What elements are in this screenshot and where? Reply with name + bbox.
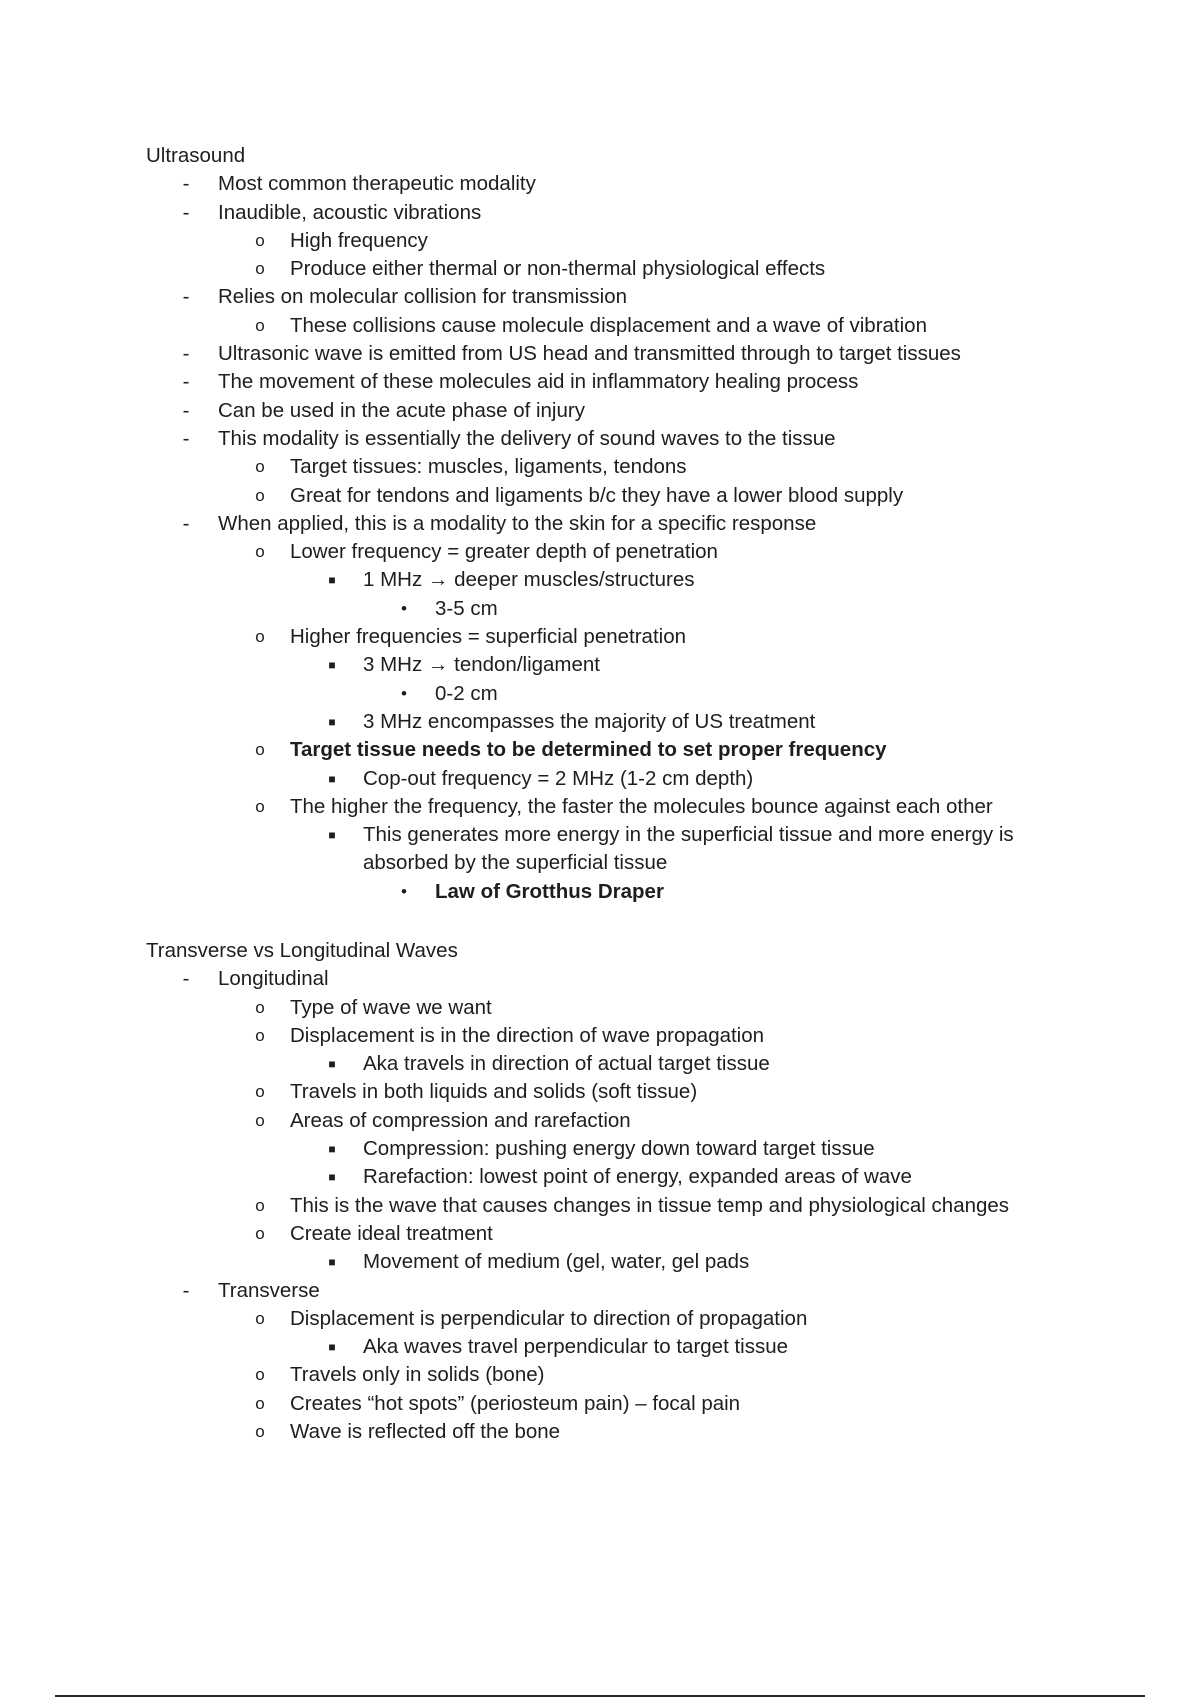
list-item <box>0 255 1200 283</box>
list-item <box>0 1333 1200 1361</box>
list-item-text: When applied, this is a modality to the skin for a specific response <box>218 511 817 535</box>
list-item-text: Displacement is in the direction of wave propagation <box>290 1023 765 1047</box>
list-item-text: This is the wave that causes changes in tissue temp and physiological changes <box>290 1193 1010 1217</box>
bullet-marker-level-3: ■ <box>328 771 336 786</box>
list-item <box>0 1390 1200 1418</box>
list-item <box>0 623 1200 651</box>
bullet-marker-level-2: o <box>255 1195 265 1215</box>
bullet-marker-level-1: - <box>182 172 190 196</box>
list-item-text: Target tissue needs to be determined to set proper frequency <box>290 738 887 762</box>
list-item-text: Produce either thermal or non-thermal physiological effects <box>290 257 826 281</box>
bullet-marker-level-1: - <box>182 200 190 224</box>
waves-heading: Transverse vs Longitudinal Waves <box>146 939 458 962</box>
ultrasound-heading: Ultrasound <box>146 144 246 167</box>
list-item-text: 3-5 cm <box>435 596 498 620</box>
list-item-text: Aka travels in direction of actual target tissue <box>363 1052 770 1076</box>
list-item <box>0 793 1200 821</box>
bullet-marker-level-2: o <box>255 457 265 477</box>
list-item-text: Ultrasonic wave is emitted from US head and transmitted through to target tissues <box>218 342 961 366</box>
list-item <box>0 1163 1200 1191</box>
list-item <box>0 1305 1200 1333</box>
bullet-marker-level-2: o <box>255 796 265 816</box>
list-item-text: Movement of medium (gel, water, gel pads <box>363 1250 750 1274</box>
bullet-marker-level-2: o <box>255 1223 265 1243</box>
list-item <box>0 170 1200 198</box>
list-item-text: Type of wave we want <box>290 995 492 1019</box>
waves-section <box>0 937 1200 1446</box>
bullet-marker-level-3: ■ <box>328 1057 336 1072</box>
list-item-text: The higher the frequency, the faster the molecules bounce against each other <box>290 794 993 818</box>
bullet-marker-level-2: o <box>255 1308 265 1328</box>
list-item-text: This generates more energy in the superficial tissue and more energy is absorbed by the superficial tissue <box>363 823 1014 875</box>
list-item-text: 0-2 cm <box>435 681 498 705</box>
bullet-marker-level-1: - <box>182 342 190 366</box>
list-item <box>0 1220 1200 1248</box>
bullet-marker-level-1: - <box>182 398 190 422</box>
list-item <box>0 736 1200 764</box>
list-item-text: Travels in both liquids and solids (soft tissue) <box>290 1080 698 1104</box>
list-item <box>0 1361 1200 1389</box>
list-item-text: Law of Grotthus Draper <box>435 879 664 903</box>
bullet-marker-level-2: o <box>255 1082 265 1102</box>
bullet-marker-level-2: o <box>255 485 265 505</box>
list-item-text: Travels only in solids (bone) <box>290 1363 545 1387</box>
bullet-marker-level-2: o <box>255 1025 265 1045</box>
footer-divider <box>55 1695 1145 1697</box>
list-item <box>0 566 1200 594</box>
list-item-text: Most common therapeutic modality <box>218 172 536 196</box>
list-item <box>0 510 1200 538</box>
bullet-marker-level-3: ■ <box>328 828 336 843</box>
bullet-marker-level-1: - <box>182 1278 190 1302</box>
list-item <box>0 1248 1200 1276</box>
list-item-text: Creates “hot spots” (periosteum pain) – focal pain <box>290 1391 741 1415</box>
list-item-text: Higher frequencies = superficial penetration <box>290 625 686 649</box>
list-item-text: Areas of compression and rarefaction <box>290 1108 631 1132</box>
bullet-marker-level-2: o <box>255 1422 265 1442</box>
bullet-marker-level-2: o <box>255 627 265 647</box>
list-item-text: Aka waves travel perpendicular to target tissue <box>363 1335 789 1359</box>
bullet-marker-level-3: ■ <box>328 714 336 729</box>
list-item <box>0 1135 1200 1163</box>
ultrasound-section <box>0 142 1200 906</box>
bullet-marker-level-3: ■ <box>328 1142 336 1157</box>
list-item <box>0 397 1200 425</box>
bullet-marker-level-2: o <box>255 542 265 562</box>
list-item <box>0 595 1200 623</box>
list-item <box>0 340 1200 368</box>
list-item <box>0 708 1200 736</box>
bullet-marker-level-2: o <box>255 1393 265 1413</box>
list-item <box>0 1078 1200 1106</box>
list-item <box>0 482 1200 510</box>
bullet-marker-level-2: o <box>255 259 265 279</box>
list-item-text: 3 MHz encompasses the majority of US treatment <box>363 709 816 733</box>
bullet-marker-level-2: o <box>255 230 265 250</box>
bullet-marker-level-1: - <box>182 370 190 394</box>
list-item-text: Longitudinal <box>218 967 329 991</box>
bullet-marker-level-2: o <box>255 1110 265 1130</box>
list-item <box>0 283 1200 311</box>
list-item-text: Transverse <box>218 1278 320 1302</box>
list-item-text: 1 MHz → deeper muscles/structures <box>363 568 695 592</box>
list-item-text: Target tissues: muscles, ligaments, tendons <box>290 455 687 479</box>
bullet-marker-level-1: - <box>182 967 190 991</box>
list-item <box>0 878 1200 906</box>
list-item <box>0 312 1200 340</box>
bullet-marker-level-3: ■ <box>328 1170 336 1185</box>
list-item <box>0 1050 1200 1078</box>
list-item <box>0 227 1200 255</box>
list-item-text: Relies on molecular collision for transmission <box>218 285 628 309</box>
list-item-text: Wave is reflected off the bone <box>290 1420 561 1444</box>
section-heading-line <box>0 142 1200 170</box>
list-item <box>0 965 1200 993</box>
bullet-marker-level-1: - <box>182 426 190 450</box>
list-item <box>0 1022 1200 1050</box>
list-item-text: Great for tendons and ligaments b/c they have a lower blood supply <box>290 483 904 507</box>
bullet-marker-level-2: o <box>255 315 265 335</box>
list-item <box>0 994 1200 1022</box>
list-item-text: Compression: pushing energy down toward target tissue <box>363 1137 875 1161</box>
bullet-marker-level-2: o <box>255 740 265 760</box>
list-item-text: Can be used in the acute phase of injury <box>218 398 585 422</box>
list-item <box>0 199 1200 227</box>
list-item <box>0 538 1200 566</box>
bullet-marker-level-3: ■ <box>328 1340 336 1355</box>
bullet-marker-level-2: o <box>255 997 265 1017</box>
section-heading-line <box>0 937 1200 965</box>
list-item-text: 3 MHz → tendon/ligament <box>363 653 601 677</box>
bullet-marker-level-1: - <box>182 511 190 535</box>
list-item <box>0 453 1200 481</box>
list-item-text: Lower frequency = greater depth of penetration <box>290 540 718 564</box>
list-item <box>0 1418 1200 1446</box>
ultrasound-bullet-list <box>0 170 1200 906</box>
list-item-text: High frequency <box>290 228 428 252</box>
bullet-marker-level-3: ■ <box>328 658 336 673</box>
list-item <box>0 765 1200 793</box>
bullet-marker-level-2: o <box>255 1365 265 1385</box>
list-item <box>0 680 1200 708</box>
list-item <box>0 1277 1200 1305</box>
list-item-text: This modality is essentially the delivery of sound waves to the tissue <box>218 426 836 450</box>
list-item-text: These collisions cause molecule displacement and a wave of vibration <box>290 313 927 337</box>
list-item <box>0 821 1200 878</box>
bullet-marker-level-4: • <box>401 881 407 901</box>
list-item <box>0 368 1200 396</box>
bullet-marker-level-3: ■ <box>328 573 336 588</box>
list-item-text: Cop-out frequency = 2 MHz (1-2 cm depth) <box>363 766 754 790</box>
list-item-text: Displacement is perpendicular to direction of propagation <box>290 1306 808 1330</box>
list-item <box>0 1192 1200 1220</box>
list-item <box>0 1107 1200 1135</box>
bullet-marker-level-4: • <box>401 598 407 618</box>
bullet-marker-level-1: - <box>182 285 190 309</box>
list-item <box>0 425 1200 453</box>
list-item-text: The movement of these molecules aid in inflammatory healing process <box>218 370 859 394</box>
list-item-text: Rarefaction: lowest point of energy, expanded areas of wave <box>363 1165 912 1189</box>
list-item-text: Create ideal treatment <box>290 1221 493 1245</box>
waves-bullet-list <box>0 965 1200 1446</box>
list-item-text: Inaudible, acoustic vibrations <box>218 200 482 224</box>
list-item <box>0 651 1200 679</box>
bullet-marker-level-3: ■ <box>328 1255 336 1270</box>
bullet-marker-level-4: • <box>401 683 407 703</box>
